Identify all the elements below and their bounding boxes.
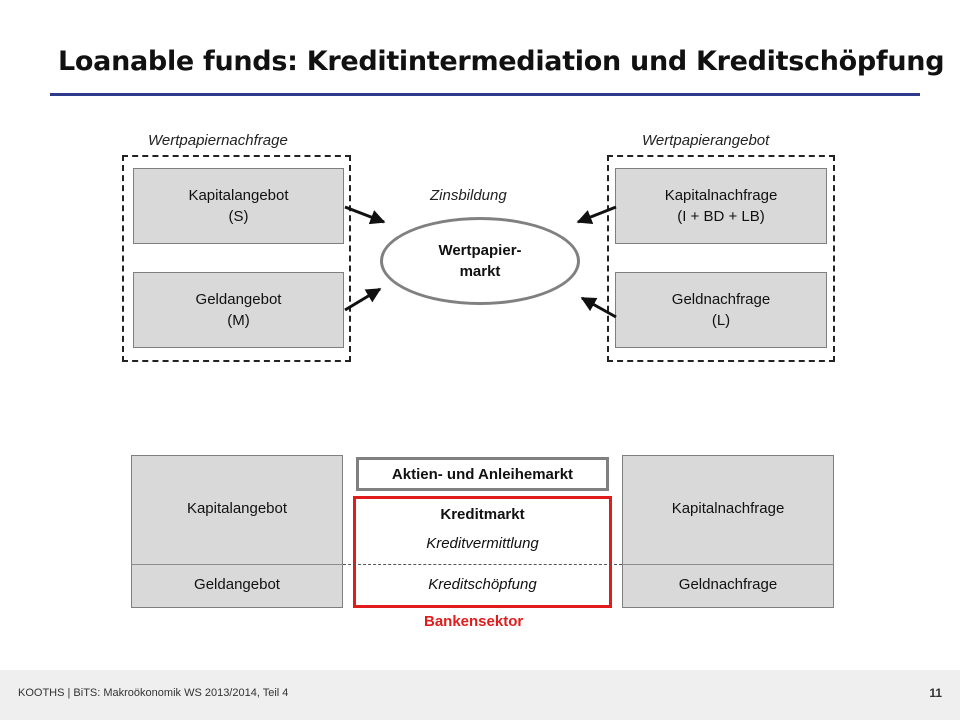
bottom-geldangebot: Geldangebot	[194, 576, 280, 593]
footer-text: KOOTHS | BiTS: Makroökonomik WS 2013/2014, Teil 4	[18, 687, 289, 699]
box-kapitalangebot-symbol: (S)	[228, 208, 249, 225]
arrow-kapitalnachfrage-to-market	[578, 207, 616, 222]
arrow-geldangebot-to-market	[345, 289, 380, 310]
market-label-line1: Wertpapier-	[438, 242, 522, 259]
bottom-left-divider	[131, 564, 343, 565]
box-geldangebot-label: Geldangebot	[195, 291, 282, 308]
bottom-right-divider	[622, 564, 834, 565]
box-geldnachfrage-symbol: (L)	[711, 312, 731, 329]
market-label-line2: markt	[459, 263, 501, 280]
box-geldnachfrage-label: Geldnachfrage	[671, 291, 771, 308]
credit-market-label: Kreditmarkt	[440, 506, 525, 523]
box-geldangebot-symbol: (M)	[227, 312, 250, 329]
arrow-geldnachfrage-to-market	[582, 298, 616, 317]
caption-wertpapierangebot: Wertpapierangebot	[642, 132, 770, 149]
box-kapitalnachfrage-symbol: (I + BD + LB)	[677, 208, 765, 225]
box-kapitalangebot-label: Kapitalangebot	[188, 187, 289, 204]
banking-sector-label: Bankensektor	[424, 613, 524, 630]
bottom-kapitalangebot: Kapitalangebot	[186, 500, 288, 517]
credit-intermediation-label: Kreditvermittlung	[426, 535, 539, 552]
wertpapiermarkt-ellipse	[380, 217, 580, 305]
caption-wertpapiernachfrage: Wertpapiernachfrage	[148, 132, 288, 149]
slide-title: Loanable funds: Kreditintermediation und Kreditschöpfung	[58, 46, 945, 77]
credit-creation-label: Kreditschöpfung	[428, 576, 537, 593]
bank-sector-dashed-divider	[343, 564, 622, 565]
bottom-geldnachfrage: Geldnachfrage	[678, 576, 778, 593]
caption-zinsbildung: Zinsbildung	[430, 187, 507, 204]
arrow-kapitalangebot-to-market	[345, 207, 384, 222]
page-number: 11	[929, 686, 942, 700]
bottom-kapitalnachfrage: Kapitalnachfrage	[671, 500, 785, 517]
box-kapitalnachfrage-label: Kapitalnachfrage	[664, 187, 778, 204]
stock-bond-market-box: Aktien- und Anleihemarkt	[356, 457, 609, 491]
